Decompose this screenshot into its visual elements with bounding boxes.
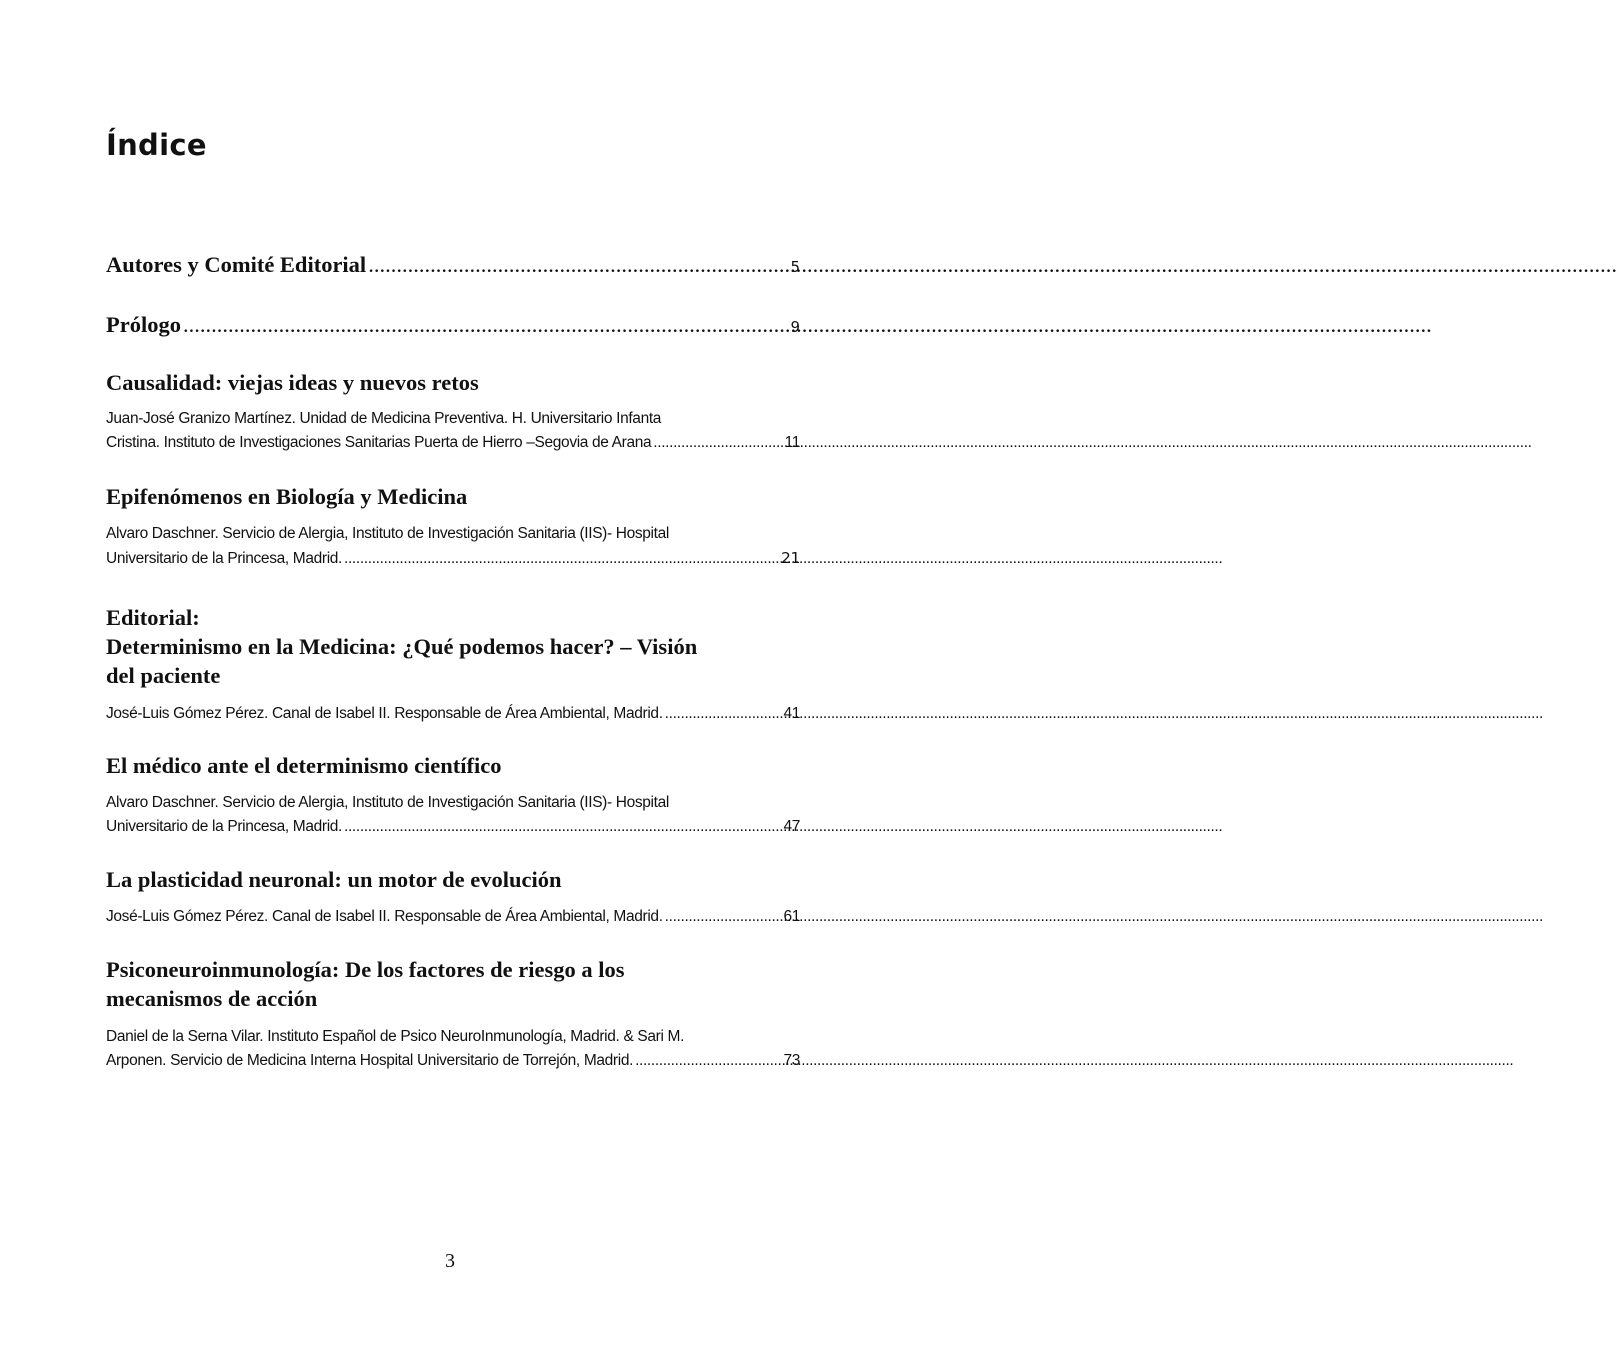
toc-page-number: 61 [783,908,800,925]
toc-page-number: 41 [783,705,800,722]
author-line: José-Luis Gómez Pérez. Canal de Isabel II. Responsable de Área Ambiental, Madrid. [106,705,663,722]
dot-leader [183,312,782,338]
toc-heading[interactable]: La plasticidad neuronal: un motor de evolución [106,867,562,892]
author-line: José-Luis Gómez Pérez. Canal de Isabel II. Responsable de Área Ambiental, Madrid. [106,908,663,925]
toc-page-number: 11 [784,434,800,451]
dot-leader [653,431,782,455]
dot-leader [665,702,782,726]
toc-heading[interactable]: Causalidad: viejas ideas y nuevos retos [106,370,479,395]
author-line-with-page [106,431,800,455]
author-line: Alvaro Daschner. Servicio de Alergia, Instituto de Investigación Sanitaria (IIS)- Hospital [106,794,669,811]
toc-heading[interactable]: Determinismo en la Medicina: ¿Qué podemos hacer? – Visión [106,634,698,659]
author-line: Cristina. Instituto de Investigaciones Sanitarias Puerta de Hierro –Segovia de Arana [106,434,652,451]
toc-page-number: 9 [790,318,800,336]
author-line-with-page [106,702,800,726]
toc-entry-label: Prólogo [106,312,181,337]
dot-leader [344,547,779,571]
author-line: Arponen. Servicio de Medicina Interna Hospital Universitario de Torrejón, Madrid. [106,1052,634,1069]
toc-author [106,791,800,839]
toc-page-number: 5 [790,258,800,276]
dot-leader [665,905,782,929]
toc-author [106,1025,800,1073]
toc-heading[interactable]: Epifenómenos en Biología y Medicina [106,484,468,509]
author-line-with-page [106,905,800,929]
author-line: Alvaro Daschner. Servicio de Alergia, Instituto de Investigación Sanitaria (IIS)- Hospital [106,525,669,542]
toc-page-number: 73 [783,1052,800,1069]
toc-heading[interactable]: El médico ante el determinismo científico [106,753,502,778]
page-number: 3 [445,1250,455,1272]
toc-page-number: 21 [780,549,800,567]
page-title: Índice [106,128,207,162]
toc-heading[interactable]: Psiconeuroinmunología: De los factores de riesgo a los [106,957,625,982]
toc-entry-label: Autores y Comité Editorial [106,252,367,277]
toc-author [106,905,800,929]
toc-entry-autores[interactable] [106,252,800,278]
toc-heading-continued[interactable]: del paciente [106,663,221,688]
toc-author [106,702,800,726]
author-line-with-page [106,815,800,839]
author-line: Universitario de la Princesa, Madrid. [106,550,343,567]
dot-leader [368,252,782,278]
author-line: Universitario de la Princesa, Madrid. [106,818,343,835]
toc-page-number: 47 [783,818,800,835]
dot-leader [344,815,781,839]
toc-heading-continued[interactable]: mecanismos de acción [106,986,318,1011]
author-line: Daniel de la Serna Vilar. Instituto Español de Psico NeuroInmunología, Madrid. & Sari M. [106,1028,685,1045]
dot-leader [635,1049,781,1073]
toc-author [106,522,800,571]
toc-entry-prologo[interactable] [106,312,800,338]
author-line-with-page [106,546,800,571]
author-line: Juan-José Granizo Martínez. Unidad de Medicina Preventiva. H. Universitario Infanta [106,410,662,427]
toc-author [106,407,800,455]
toc-section-label: Editorial: [106,605,200,630]
author-line-with-page [106,1049,800,1073]
